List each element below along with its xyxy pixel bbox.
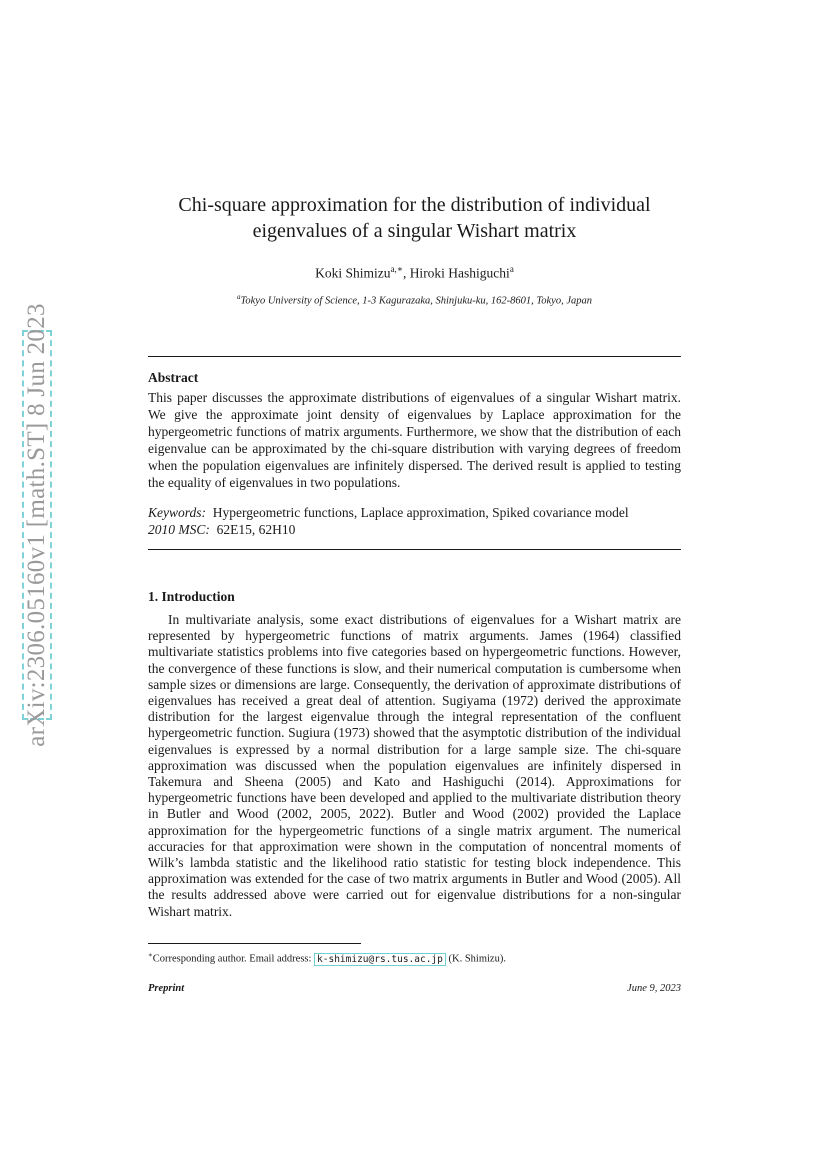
keywords-block bbox=[148, 505, 681, 539]
author-list bbox=[148, 264, 681, 282]
section-body: In multivariate analysis, some exact distributions of eigenvalues for a Wishart matrix are represented by hypergeometric functions of matrix arguments. James (1964) classified multivariate statistics problems into five categories based on hypergeometric functions. However, the convergence of these functions is slow, and their numerical computation is cumbersome when sample sizes or dimensions are large. Consequently, the derivation of approximate distributions of eigenvalues has received a great deal of attention. Sugiyama (1972) derived the approximate distribution for the largest eigenvalue through the integral representation of the confluent hypergeometric function. Sugiura (1973) showed that the asymptotic distribution of the individual eigenvalues is expressed by a normal distribution for a large sample size. The chi-square approximation was discussed when the population eigenvalues are infinitely dispersed in Takemura and Sheena (2005) and Kato and Hashiguchi (2014). Approximations for hypergeometric functions have been developed and applied to the multivariate distribution theory in Butler and Wood (2002, 2005, 2022). Butler and Wood (2002) provided the Laplace approximation for the hypergeometric functions of a single matrix argument. The numerical accuracies for that approximation were shown in the computation of noncentral moments of Wilk’s lambda statistic and the likelihood ratio statistic for testing block independence. This approximation was extended for the case of two matrix arguments in Butler and Wood (2005). All the results addressed above were carried out for eigenvalue distributions for a non-singular Wishart matrix. bbox=[148, 612, 681, 919]
author-name: Hiroki Hashiguchi bbox=[409, 265, 510, 281]
email-link[interactable]: k-shimizu@rs.tus.ac.jp bbox=[314, 953, 446, 966]
msc-line bbox=[148, 522, 681, 539]
affiliation bbox=[148, 293, 681, 307]
affiliation-mark: a bbox=[237, 293, 241, 301]
msc-label: 2010 MSC: bbox=[148, 521, 210, 537]
abstract-body: This paper discusses the approximate distributions of eigenvalues of a singular Wishart matrix. We give the approximate joint density of eigenvalues by Laplace approximation for the hypergeometric functions of matrix arguments. Furthermore, we show that the distribution of each eigenvalue can be approximated by the chi-square distribution with varying degrees of freedom when the population eigenvalues are infinitely dispersed. The derived result is applied to testing the equality of eigenvalues in two populations. bbox=[148, 390, 681, 490]
keywords-text: Hypergeometric functions, Laplace approximation, Spiked covariance model bbox=[212, 505, 629, 520]
arxiv-stamp-text: arXiv:2306.05160v1 [math.ST] 8 Jun 2023 bbox=[23, 303, 50, 747]
section-heading: 1. Introduction bbox=[148, 589, 235, 604]
affiliation-text: Tokyo University of Science, 1-3 Kagurazaka, Shinjuku-ku, 162-8601, Tokyo, Japan bbox=[240, 295, 592, 307]
abstract-top-rule bbox=[148, 356, 681, 357]
footer-preprint: Preprint bbox=[148, 983, 185, 994]
arxiv-stamp bbox=[22, 303, 52, 747]
keywords-line bbox=[148, 505, 681, 522]
abstract-heading: Abstract bbox=[148, 370, 199, 385]
msc-text: 62E15, 62H10 bbox=[216, 521, 296, 537]
author-marks: a bbox=[509, 264, 514, 274]
abstract-bottom-rule bbox=[148, 549, 681, 550]
footnote bbox=[148, 948, 681, 967]
author-separator: , bbox=[402, 265, 410, 281]
footnote-prefix: Corresponding author. Email address: bbox=[152, 953, 315, 965]
footnote-suffix: (K. Shimizu). bbox=[445, 953, 506, 965]
footnote-mark: ∗ bbox=[148, 951, 153, 959]
author-name: Koki Shimizu bbox=[315, 265, 391, 281]
keywords-label: Keywords: bbox=[148, 505, 206, 520]
author-marks: a,∗ bbox=[390, 264, 403, 274]
paper-title: Chi-square approximation for the distribution of individual eigenvalues of a singular Wishart matrix bbox=[178, 194, 651, 242]
footer-date: June 9, 2023 bbox=[627, 983, 681, 994]
footnote-rule bbox=[148, 943, 361, 944]
